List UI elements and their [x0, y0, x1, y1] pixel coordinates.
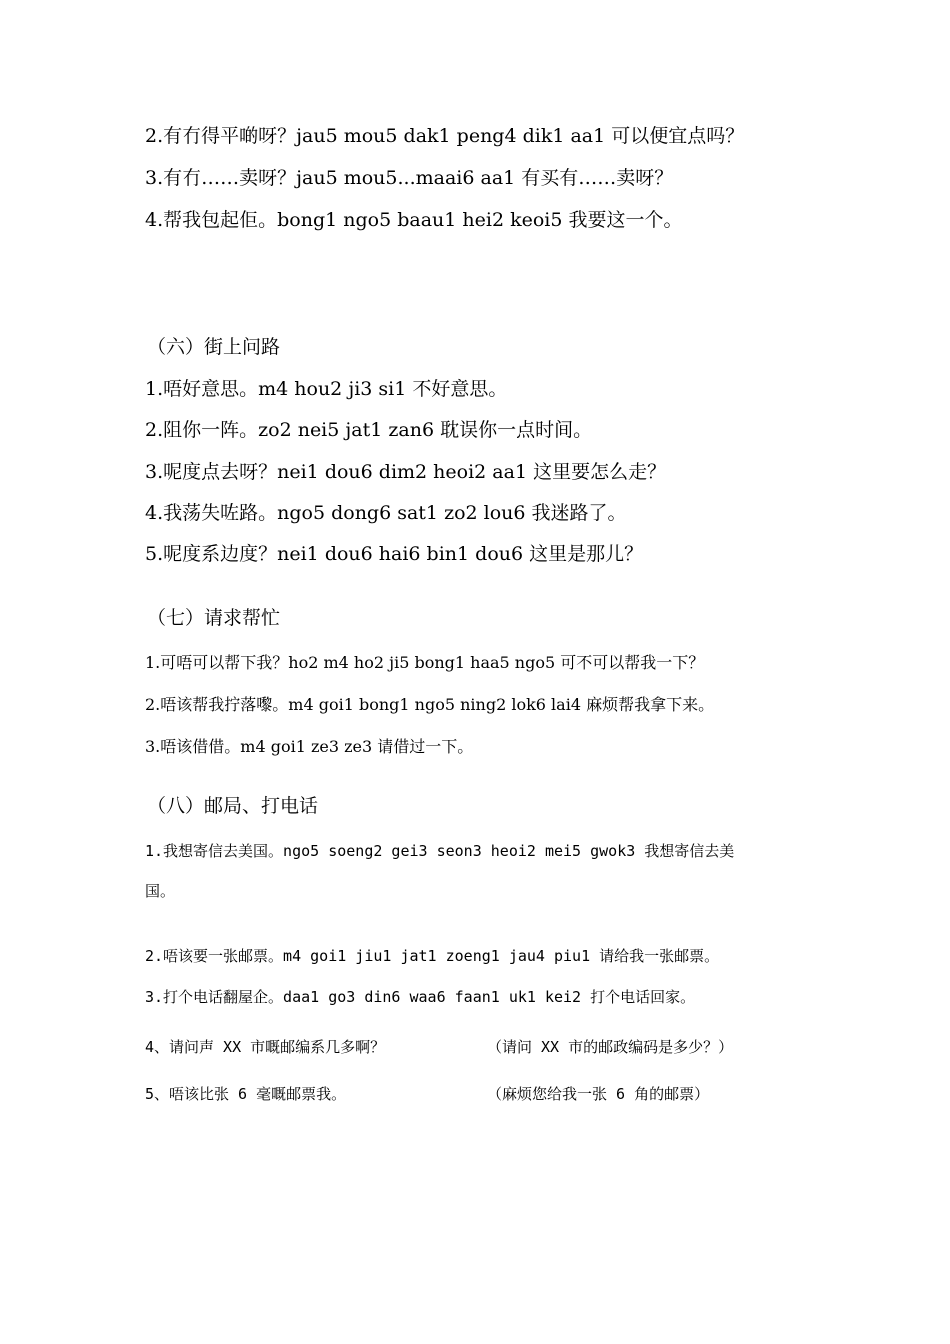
phrase-line-right: （麻烦您给我一张 6 角的邮票）: [487, 1085, 710, 1103]
phrase-line-left: 4、请问声 XX 市嘅邮编系几多啊？: [145, 1038, 386, 1056]
phrase-line: 1.可唔可以帮下我？ho2 m4 ho2 ji5 bong1 haa5 ngo5 可不可以帮我一下？: [145, 653, 705, 672]
phrase-line: 3.有冇……卖呀？jau5 mou5...maai6 aa1 有买有……卖呀？: [145, 167, 674, 189]
phrase-line: 4.我荡失咗路。ngo5 dong6 sat1 zo2 lou6 我迷路了。: [145, 502, 627, 524]
section-heading: （八）邮局、打电话: [147, 795, 319, 817]
phrase-line: 1.唔好意思。m4 hou2 ji3 si1 不好意思。: [145, 378, 508, 400]
phrase-line: 2.阻你一阵。zo2 nei5 jat1 zan6 耽误你一点时间。: [145, 419, 593, 441]
phrase-line-left: 5、唔该比张 6 毫嘅邮票我。: [145, 1085, 347, 1103]
phrase-line: 2.唔该要一张邮票。m4 goi1 jiu1 jat1 zoeng1 jau4 piu1 请给我一张邮票。: [145, 947, 720, 965]
phrase-line: 3.呢度点去呀？nei1 dou6 dim2 heoi2 aa1 这里要怎么走？: [145, 461, 667, 483]
section-heading: （七）请求帮忙: [147, 607, 281, 629]
phrase-line: 3.唔该借借。m4 goi1 ze3 ze3 请借过一下。: [145, 737, 474, 756]
phrase-line: 2.唔该帮我拧落嚟。m4 goi1 bong1 ngo5 ning2 lok6 lai4 麻烦帮我拿下来。: [145, 695, 715, 714]
phrase-line: 5.呢度系边度？nei1 dou6 hai6 bin1 dou6 这里是那儿？: [145, 543, 644, 565]
phrase-line-right: （请问 XX 市的邮政编码是多少？）: [487, 1038, 734, 1056]
phrase-line: 4.帮我包起佢。bong1 ngo5 baau1 hei2 keoi5 我要这一个。: [145, 209, 683, 231]
phrase-line: 3.打个电话翻屋企。daa1 go3 din6 waa6 faan1 uk1 kei2 打个电话回家。: [145, 988, 696, 1006]
section-heading: （六）街上问路: [147, 336, 281, 358]
phrase-line: 2.有冇得平啲呀？jau5 mou5 dak1 peng4 dik1 aa1 可以便宜点吗？: [145, 125, 745, 147]
phrase-line-continued: 国。: [145, 882, 176, 900]
phrase-line: 1.我想寄信去美国。ngo5 soeng2 gei3 seon3 heoi2 mei5 gwok3 我想寄信去美: [145, 842, 735, 860]
